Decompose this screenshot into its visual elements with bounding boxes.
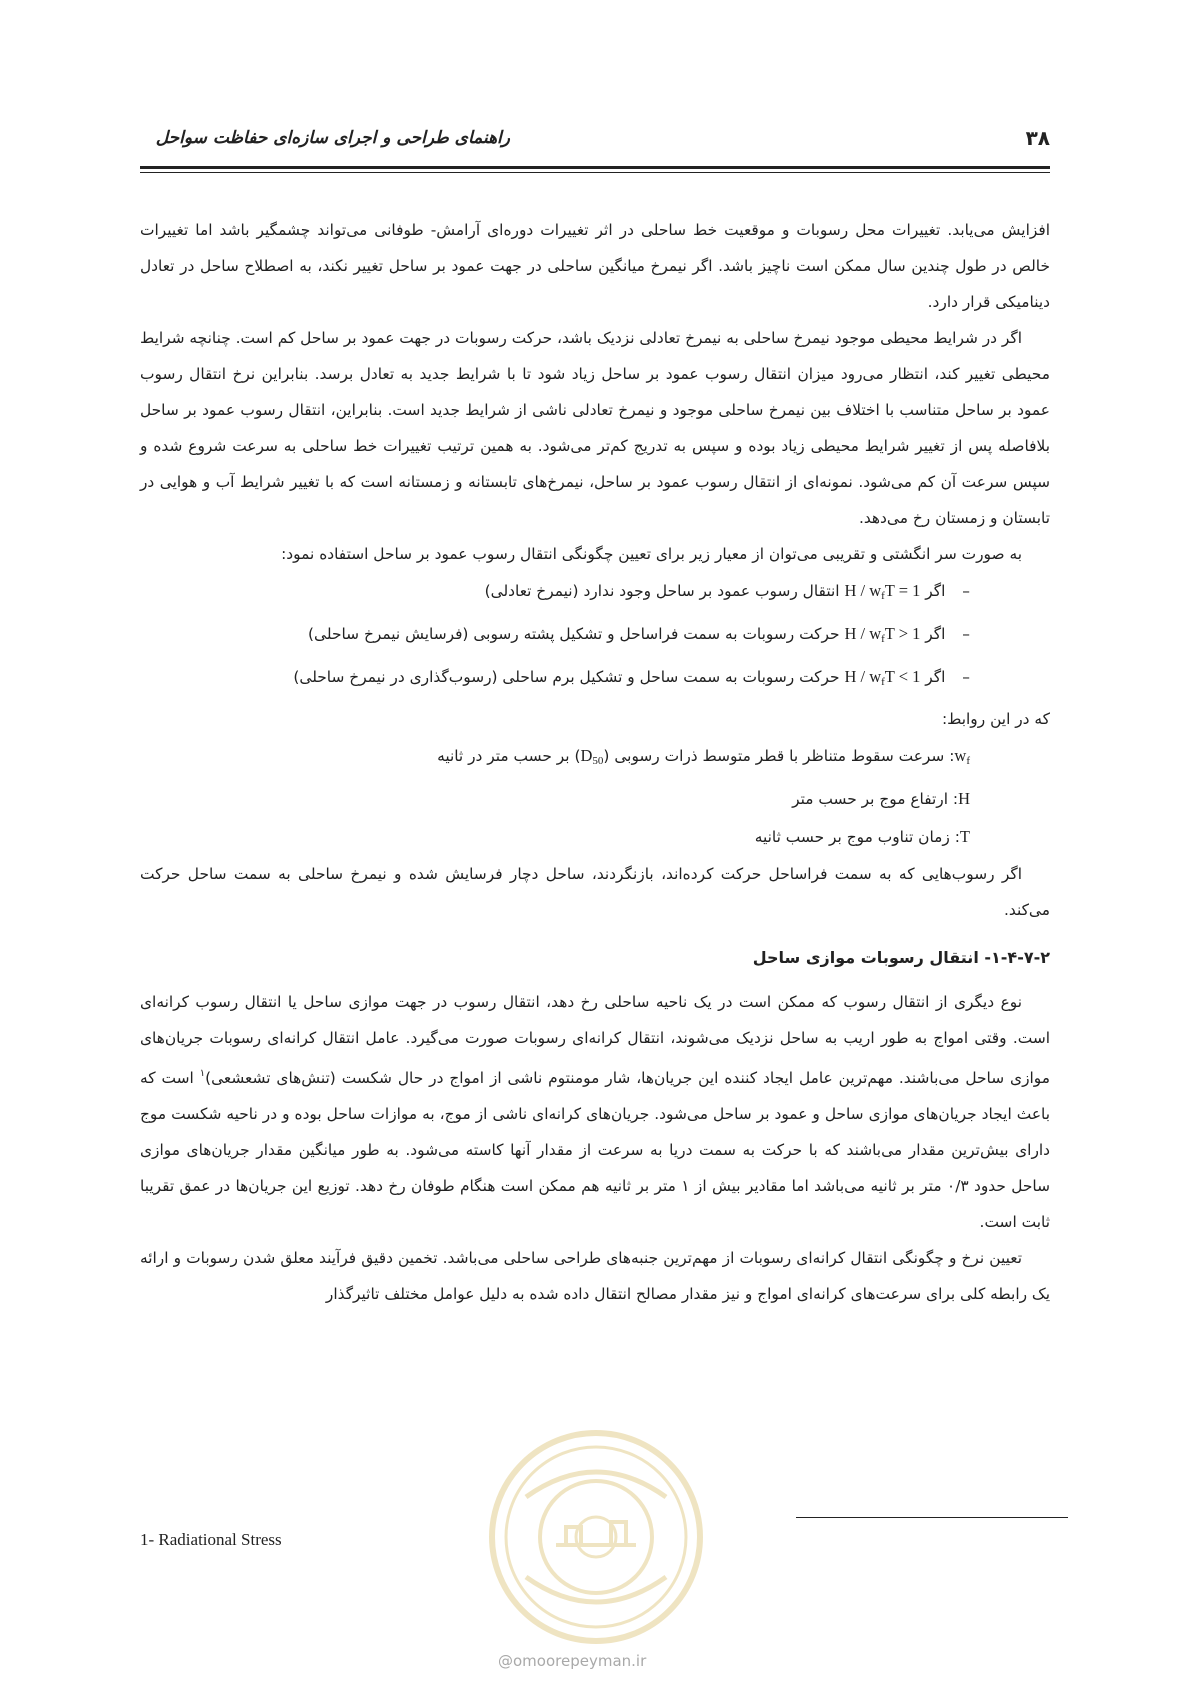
paragraph-6: تعیین نرخ و چگونگی انتقال کرانه‌ای رسوبات از مهم‌ترین جنبه‌های طراحی ساحلی می‌باشد. تخمین دقیق فرآیند معلق شدن رسوبات و ارائه یک رابطه کلی برای سرعت‌های کرانه‌ای امواج و نیز مقدار مصالح انتقال داده شده به دلیل عوامل مختلف تاثیرگذار [140, 1249, 1050, 1303]
criterion-prefix: اگر [925, 582, 946, 600]
criterion-prefix: اگر [925, 668, 946, 686]
paragraph-5: نوع دیگری از انتقال رسوب که ممکن است در یک ناحیه ساحلی رخ دهد، انتقال رسوب در جهت موازی ساحل یا انتقال رسوب کرانه‌ای است. وقتی امواج به طور اریب به ساحل نزدیک می‌شوند، انتقال کرانه‌ای رسوبات صورت می‌گیرد. عامل انتقال کرانه‌ای رسوبات جریان‌های موازی ساحل می‌باشند. مهم‌ترین عامل ایجاد کننده این جریان‌ها، شار مومنتوم ناشی از امواج در حال شکست (تنش‌های تشعشعی)$^۱$ است که باعث ایجاد جریان‌های موازی ساحل و عمود بر ساحل می‌شود. جریان‌های کرانه‌ای ناشی از موج، به موازات ساحل بوده و در ناحیه شکست موج دارای بیش‌ترین مقدار می‌باشند که با حرکت به سمت دریا به سرعت از مقدار آنها کاسته می‌شود. به طور میانگین مقدار جریان‌های موازی ساحل حدود ۰/۳ متر بر ثانیه می‌باشد اما مقادیر بیش از ۱ متر بر ثانیه هم ممکن است هنگام طوفان رخ دهد. توزیع این جریان‌ها در عمق تقریبا ثابت است. [140, 993, 1050, 1231]
page-number: ۳۸ [1025, 126, 1050, 150]
definition-h: H: ارتفاع موج بر حسب متر [792, 789, 970, 808]
dash-bullet: – [962, 668, 970, 686]
criterion-formula: $H / w_fT < 1$ [844, 667, 921, 688]
where-label: که در این روابط: [941, 710, 1050, 728]
paragraph-2: اگر در شرایط محیطی موجود نیمرخ ساحلی به نیمرخ تعادلی نزدیک باشد، حرکت رسوبات در جهت عمود بر ساحل کم است. چنانچه شرایط محیطی تغییر کند، انتظار می‌رود میزان انتقال رسوب عمود بر ساحل زیاد شود تا با شرایط جدید به تعادل برسد. بنابراین نرخ انتقال رسوب عمود بر ساحل متناسب با اختلاف بین نیمرخ ساحلی موجود و نیمرخ تعادلی ناشی از شرایط جدید است. بنابراین، انتقال رسوب عمود بر ساحل بلافاصله پس از تغییر شرایط محیطی زیاد بوده و سپس به تدریج کم‌تر می‌شود. به همین ترتیب تغییرات خط ساحلی به سرعت شروع شده و سپس سرعت آن کم می‌شود. نمونه‌ای از انتقال رسوب عمود بر ساحل، نیمرخ‌های تابستانه و زمستانه است که با تغییر شرایط آب و هوایی در تابستان و زمستان رخ می‌دهد. [139, 329, 1050, 527]
criterion-formula: $H / w_fT > 1$ [844, 624, 921, 645]
section-title: انتقال رسوبات موازی ساحل [752, 948, 979, 967]
header-rule-thick [140, 166, 1050, 169]
definition-wf: $w_f$: سرعت سقوط متناظر با قطر متوسط ذرات رسوبی $(D_{50})$ بر حسب متر در ثانیه [437, 746, 970, 767]
criterion-item [140, 615, 1050, 658]
footnote: 1- Radiational Stress [140, 1530, 282, 1549]
paragraph-1: افزایش می‌یابد. تغییرات محل رسوبات و موقعیت خط ساحلی در اثر تغییرات دوره‌ای آرامش- طوفانی می‌تواند چشمگیر باشد اما تغییرات خالص در طول چندین سال ممکن است ناچیز باشد. اگر نیمرخ میانگین ساحلی در جهت عمود بر ساحل تغییر نکند، به اصطلاح ساحل در تعادل دینامیکی قرار دارد. [140, 221, 1050, 311]
dash-bullet: – [962, 625, 970, 643]
criterion-text: حرکت رسوبات به سمت فراساحل و تشکیل پشته رسوبی (فرسایش نیمرخ ساحلی) [308, 625, 840, 643]
criterion-item [140, 658, 1050, 701]
criterion-text: حرکت رسوبات به سمت ساحل و تشکیل برم ساحلی (رسوب‌گذاری در نیمرخ ساحلی) [293, 668, 840, 686]
footnote-rule [796, 1517, 1068, 1518]
section-heading [140, 938, 1050, 978]
section-number: ۱-۴-۷-۲- [984, 948, 1050, 967]
main-content [140, 212, 1050, 1312]
watermark-seal-icon [486, 1427, 706, 1647]
criterion-text: انتقال رسوب عمود بر ساحل وجود ندارد (نیمرخ تعادلی) [484, 582, 840, 600]
paragraph-3: به صورت سر انگشتی و تقریبی می‌توان از معیار زیر برای تعیین چگونگی انتقال رسوب عمود بر ساحل استفاده نمود: [281, 545, 1022, 563]
dash-bullet: – [962, 582, 970, 600]
watermark-url: @omoorepeyman.ir [498, 1652, 647, 1670]
running-title: راهنمای طراحی و اجرای سازه‌ای حفاظت سواحل [155, 128, 510, 148]
paragraph-4: اگر رسوب‌هایی که به سمت فراساحل حرکت کرده‌اند، بازنگردند، ساحل دچار فرسایش شده و نیمرخ ساحلی به سمت ساحل حرکت می‌کند. [140, 865, 1050, 919]
header-rule-thin [140, 172, 1050, 173]
criterion-item [140, 572, 1050, 615]
definition-t: T: زمان تناوب موج بر حسب ثانیه [754, 827, 970, 846]
footnote-mark: ۱ [199, 1068, 206, 1079]
criterion-prefix: اگر [925, 625, 946, 643]
page-header [140, 118, 1050, 168]
criterion-formula: $H / w_fT = 1$ [844, 581, 921, 602]
